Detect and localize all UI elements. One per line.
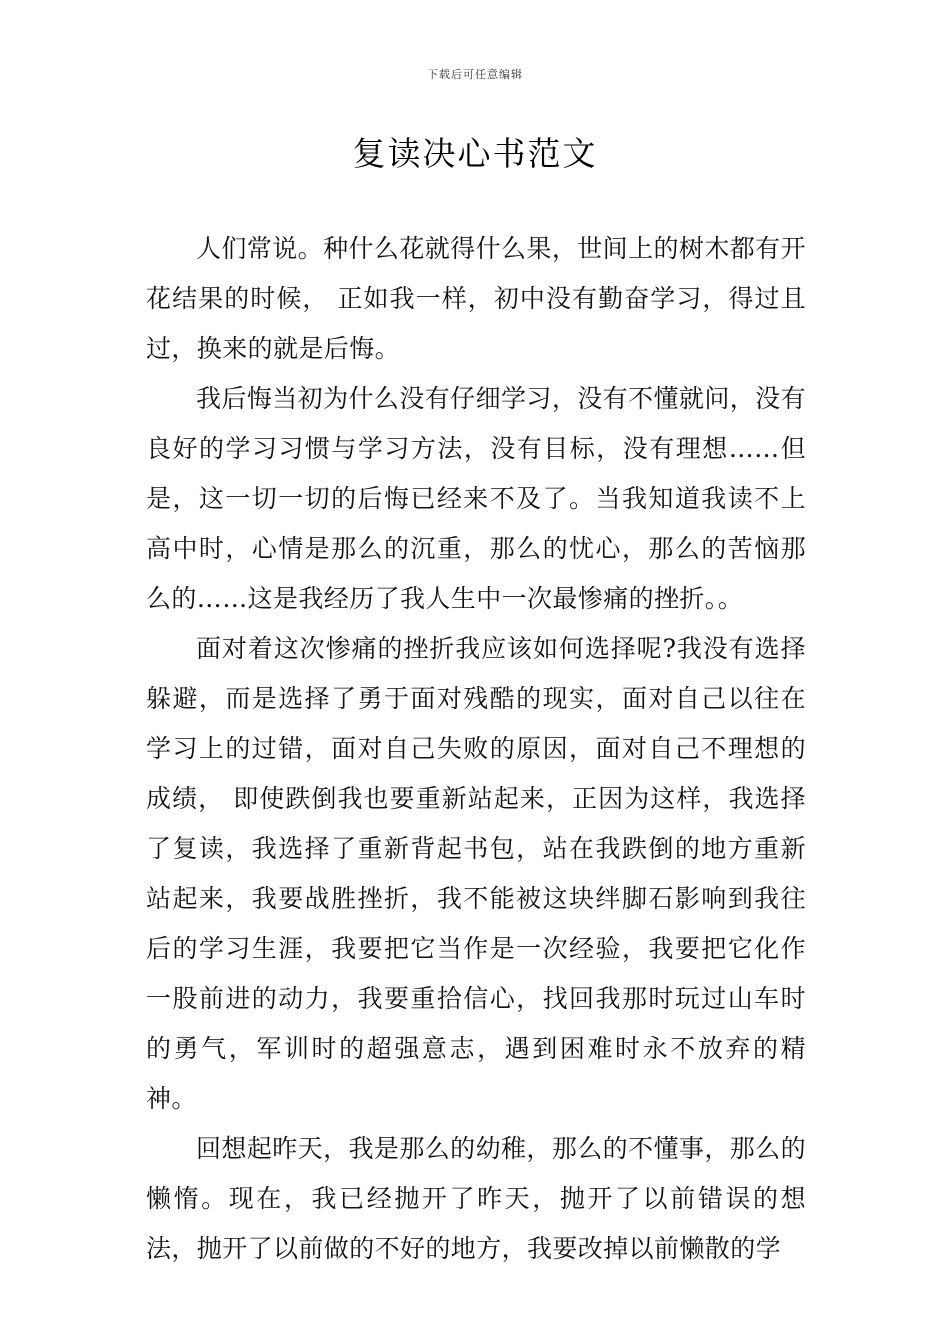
document-body [146,224,806,1274]
header-note: 下载后可任意编辑 [427,68,523,81]
document-title: 复读决心书范文 [352,134,598,173]
paragraph-1: 人们常说。种什么花就得什么果，世间上的树木都有开花结果的时候， 正如我一样，初中没有勤奋学习，得过且过，换来的就是后悔。 [146,234,806,363]
paragraph-3: 面对着这次惨痛的挫折我应该如何选择呢?我没有选择躲避，而是选择了勇于面对残酷的现实，面对自己以往在学习上的过错，面对自己失败的原因，面对自己不理想的成绩， 即使跌倒我也要重新站起来，正因为这样，我选择了复读，我选择了重新背起书包，站在我跌倒的地方重新站起来，我要战胜挫折，我不能被这块绊脚石影响到我往后的学习生涯，我要把它当作是一次经验，我要把它化作一股前进的动力，我要重拾信心，找回我那时玩过山车时的勇气，军训时的超强意志，遇到困难时永不放弃的精神。 [146,634,806,1113]
paragraph-4: 回想起昨天，我是那么的幼稚，那么的不懂事，那么的懒惰。现在，我已经抛开了昨天，抛开了以前错误的想法，抛开了以前做的不好的地方，我要改掉以前懒散的学 [146,1134,806,1263]
paragraph-2: 我后悔当初为什么没有仔细学习，没有不懂就问，没有良好的学习习惯与学习方法，没有目标，没有理想……但是，这一切一切的后悔已经来不及了。当我知道我读不上高中时，心情是那么的沉重，那么的忧心，那么的苦恼那么的……这是我经历了我人生中一次最惨痛的挫折。。 [146,384,806,613]
